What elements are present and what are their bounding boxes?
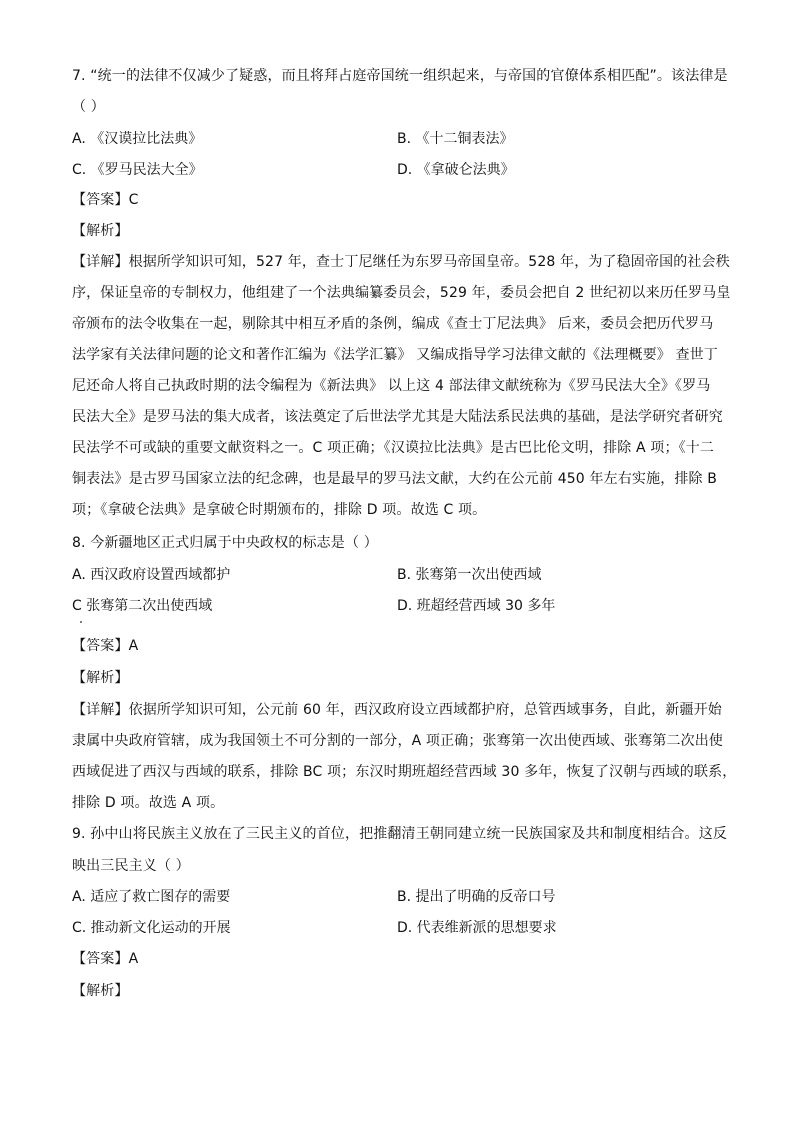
q8-detail-line: 【详解】依据所学知识可知，公元前 60 年，西汉政府设立西域都护府，总管西域事务，自此，新疆开始: [72, 702, 722, 718]
q7-stem-line-1: 7. “统一的法律不仅减少了疑惑，而且将拜占庭帝国统一组织起来，与帝国的官僚体系相匹配”。该法律是: [72, 68, 728, 84]
q7-detail-line: 帝颁布的法令收集在一起，剔除其中相互矛盾的条例，编成《查士丁尼法典》 后来，委员会把历代罗马: [72, 316, 714, 332]
q7-detail-line: 民法大全》是罗马法的集大成者，该法奠定了后世法学尤其是大陆法系民法典的基础，是法学研究者研究: [72, 409, 723, 425]
q7-option-a: A. 《汉谟拉比法典》: [72, 131, 203, 147]
q7-detail-line: 项；《拿破仑法典》是拿破仑时期颁布的，排除 D 项。故选 C 项。: [72, 502, 487, 518]
q8-option-c: C 张骞第二次出使西域: [72, 598, 213, 614]
q7-detail-line: 尼还命人将自己执政时期的法令编程为《新法典》 以上这 4 部法律文献统称为《罗马民法大全》《罗马: [72, 378, 711, 394]
q9-option-d: D. 代表维新派的思想要求: [397, 920, 557, 936]
q8-detail-line: 隶属中央政府管辖，成为我国领土不可分割的一部分，A 项正确；张骞第一次出使西域、张骞第二次出使: [72, 733, 724, 749]
q9-option-c: C. 推动新文化运动的开展: [72, 920, 231, 936]
q9-analysis-heading: 【解析】: [72, 983, 129, 999]
q8-detail-line: 排除 D 项。故选 A 项。: [72, 795, 225, 811]
q7-stem-line-2: （ ）: [72, 99, 105, 115]
q7-answer: 【答案】C: [72, 192, 139, 208]
q9-answer: 【答案】A: [72, 951, 139, 967]
q9-option-a: A. 适应了救亡图存的需要: [72, 889, 231, 905]
q8-analysis-heading: 【解析】: [72, 670, 129, 686]
q7-analysis-heading: 【解析】: [72, 223, 129, 239]
q8-option-b: B. 张骞第一次出使西域: [397, 567, 542, 583]
q8-detail-line: 西域促进了西汉与西域的联系，排除 BC 项；东汉时期班超经营西域 30 多年，恢复了汉朝与西域的联系，: [72, 764, 737, 780]
q8-answer: 【答案】A: [72, 638, 139, 654]
q9-stem-line-1: 9. 孙中山将民族主义放在了三民主义的首位，把推翻清王朝同建立统一民族国家及共和制度相结合。这反: [72, 826, 728, 842]
stray-mark: [80, 621, 82, 623]
q8-option-d: D. 班超经营西域 30 多年: [397, 598, 556, 614]
q8-stem: 8. 今新疆地区正式归属于中央政权的标志是（ ）: [72, 535, 378, 551]
q8-option-a: A. 西汉政府设置西域都护: [72, 567, 231, 583]
q7-option-b: B. 《十二铜表法》: [397, 131, 514, 147]
q7-option-c: C. 《罗马民法大全》: [72, 162, 203, 178]
q7-detail-line: 法学家有关法律问题的论文和著作汇编为《法学汇纂》 又编成指导学习法律文献的《法理概要》 查世丁: [72, 347, 718, 363]
q9-option-b: B. 提出了明确的反帝口号: [397, 889, 556, 905]
q7-detail-line: 铜表法》是古罗马国家立法的纪念碑，也是最早的罗马法文献，大约在公元前 450 年左右实施，排除 B: [72, 471, 718, 487]
q7-detail-line: 序，保证皇帝的专制权力，他组建了一个法典编纂委员会，529 年，委员会把自 2 世纪初以来历任罗马皇: [72, 285, 731, 301]
q7-detail-line: 民法学不可或缺的重要文献资料之一。C 项正确；《汉谟拉比法典》是古巴比伦文明，排除 A 项；《十二: [72, 440, 715, 456]
q7-option-d: D. 《拿破仑法典》: [397, 162, 515, 178]
q9-stem-line-2: 映出三民主义（ ）: [72, 858, 190, 874]
q7-detail-line: 【详解】根据所学知识可知，527 年，查士丁尼继任为东罗马帝国皇帝。528 年，为了稳固帝国的社会秩: [72, 254, 730, 270]
